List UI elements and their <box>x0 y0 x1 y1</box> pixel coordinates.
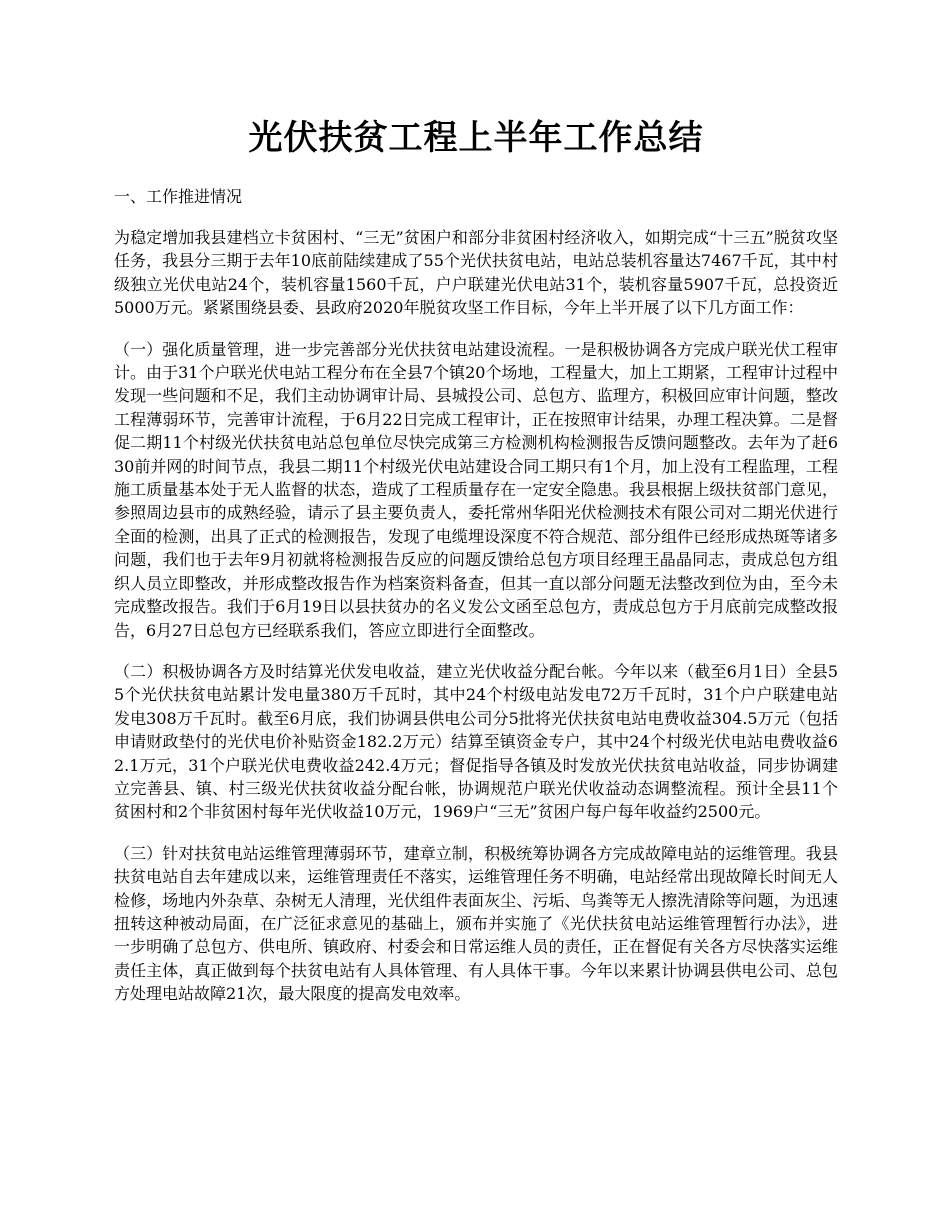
section-heading: 一、工作推进情况 <box>114 187 243 206</box>
paragraph-quality-management: （一）强化质量管理，进一步完善部分光伏扶贫电站建设流程。一是积极协调各方完成户联光伏工程审计。由于31个户联光伏电站工程分布在全县7个镇20个场地，工程量大，加上工期紧，工程审计过程中发现一些问题和不足，我们主动协调审计局、县城投公司、总包方、监理方，积极回应审计问题，整改工程薄弱环节，完善审计流程，于6月22日完成工程审计，正在按照审计结果，办理工程决算。二是督促二期11个村级光伏扶贫电站总包单位尽快完成第三方检测机构检测报告反馈问题整改。去年为了赶630前并网的时间节点，我县二期11个村级光伏电站建设合同工期只有1个月，加上没有工程监理，工程施工质量基本处于无人监督的状态，造成了工程质量存在一定安全隐患。我县根据上级扶贫部门意见，参照周边县市的成熟经验，请示了县主要负责人，委托常州华阳光伏检测技术有限公司对二期光伏进行全面的检测，出具了正式的检测报告，发现了电缆埋设深度不符合规范、部分组件已经形成热斑等诸多问题，我们也于去年9月初就将检测报告反应的问题反馈给总包方项目经理王晶晶同志，责成总包方组织人员立即整改，并形成整改报告作为档案资料备查，但其一直以部分问题无法整改到位为由，至今未完成整改报告。我们于6月19日以县扶贫办的名义发公文函至总包方，责成总包方于月底前完成整改报告，6月27日总包方已经联系我们，答应立即进行全面整改。 <box>114 339 838 640</box>
paragraph-intro: 为稳定增加我县建档立卡贫困村、“三无”贫困户和部分非贫困村经济收入，如期完成“十三五”脱贫攻坚任务，我县分三期于去年10底前陆续建成了55个光伏扶贫电站，电站总装机容量达7467千瓦，其中村级独立光伏电站24个，装机容量1560千瓦，户户联建光伏电站31个，装机容量5907千瓦，总投资近5000万元。紧紧围绕县委、县政府2020年脱贫攻坚工作目标，今年上半开展了以下几方面工作： <box>114 228 838 318</box>
paragraph-operation-maintenance: （三）针对扶贫电站运维管理薄弱环节，建章立制，积极统筹协调各方完成故障电站的运维管理。我县扶贫电站自去年建成以来，运维管理责任不落实，运维管理任务不明确，电站经常出现故障长时间无人检修，场地内外杂草、杂树无人清理，光伏组件表面灰尘、污垢、鸟粪等无人擦洗清除等问题，为迅速扭转这种被动局面，在广泛征求意见的基础上，颁布并实施了《光伏扶贫电站运维管理暂行办法》，进一步明确了总包方、供电所、镇政府、村委会和日常运维人员的责任，正在督促有关各方尽快落实运维责任主体，真正做到每个扶贫电站有人具体管理、有人具体干事。今年以来累计协调县供电公司、总包方处理电站故障21次，最大限度的提高发电效率。 <box>114 843 838 1004</box>
document-title: 光伏扶贫工程上半年工作总结 <box>248 118 704 158</box>
paragraph-revenue-settlement: （二）积极协调各方及时结算光伏发电收益，建立光伏收益分配台帐。今年以来（截至6月1日）全县55个光伏扶贫电站累计发电量380万千瓦时，其中24个村级电站发电72万千瓦时，31个户户联建电站发电308万千瓦时。截至6月底，我们协调县供电公司分5批将光伏扶贫电站电费收益304.5万元（包括申请财政垫付的光伏电价补贴资金182.2万元）结算至镇资金专户，其中24个村级光伏电站电费收益62.1万元，31个户联光伏电费收益242.4万元；督促指导各镇及时发放光伏扶贫电站收益，同步协调建立完善县、镇、村三级光伏扶贫收益分配台帐，协调规范户联光伏收益动态调整流程。预计全县11个贫困村和2个非贫困村每年光伏收益10万元，1969户“三无”贫困户每户每年收益约2500元。 <box>114 661 838 822</box>
